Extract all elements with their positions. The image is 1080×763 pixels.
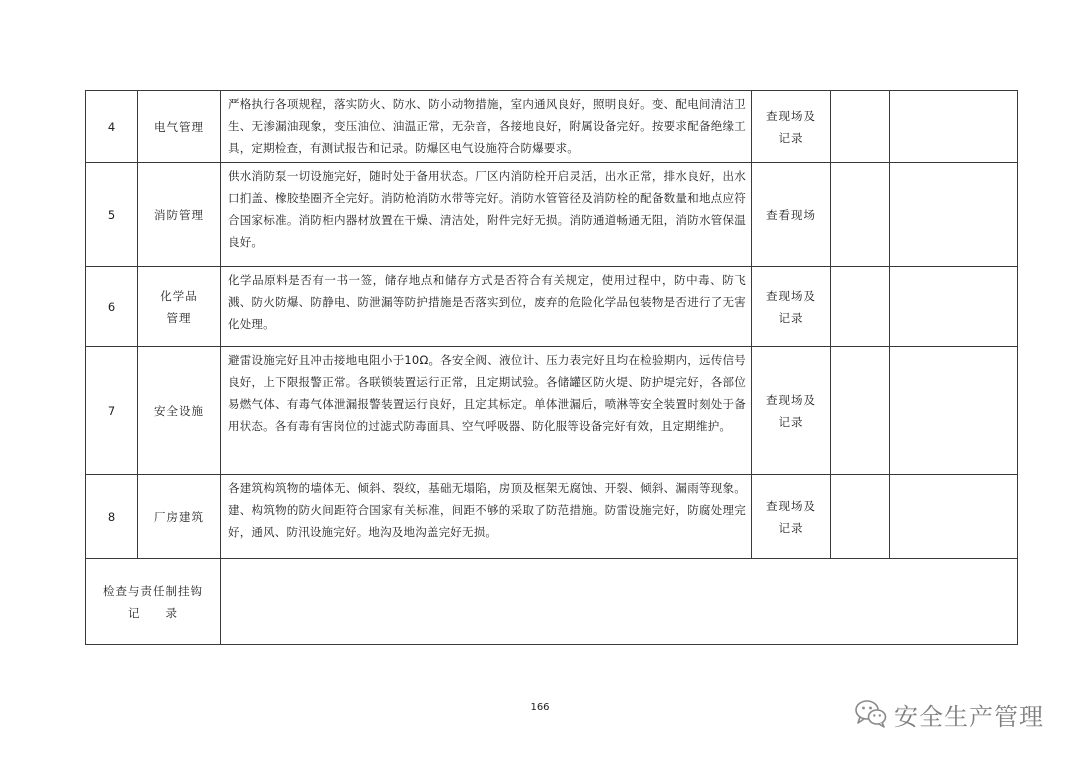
item-name-line: 化学品 <box>160 288 198 303</box>
records-label-line: 记 录 <box>128 605 178 620</box>
remarks-cell <box>890 267 1018 347</box>
row-number: 4 <box>86 91 138 163</box>
table-row <box>86 91 1018 163</box>
table-row <box>86 163 1018 267</box>
result-cell <box>831 91 890 163</box>
records-label <box>86 559 221 645</box>
item-name-line: 厂房建筑 <box>154 509 204 524</box>
row-number: 8 <box>86 475 138 559</box>
item-name <box>138 163 221 267</box>
table-row <box>86 267 1018 347</box>
remarks-cell <box>890 163 1018 267</box>
check-method-line: 记录 <box>778 520 804 535</box>
row-number: 6 <box>86 267 138 347</box>
records-content-cell <box>221 559 1018 645</box>
requirement-text: 化学品原料是否有一书一签，储存地点和储存方式是否符合有关规定，使用过程中，防中毒、防飞溅、防火防爆、防静电、防泄漏等防护措施是否落实到位，废弃的危险化学品包装物是否进行了无害化处理。 <box>221 267 752 347</box>
remarks-cell <box>890 91 1018 163</box>
requirement-text: 避雷设施完好且冲击接地电阻小于10Ω。各安全阀、液位计、压力表完好且均在检验期内，远传信号良好，上下限报警正常。各联锁装置运行正常，且定期试验。各储罐区防火堤、防护堤完好，各部位易燃气体、有毒气体泄漏报警装置运行良好，且定其标定。单体泄漏后，喷淋等安全装置时刻处于备用状态。各有毒有害岗位的过滤式防毒面具、空气呼吸器、防化服等设备完好有效，且定期维护。 <box>221 347 752 475</box>
remarks-cell <box>890 347 1018 475</box>
records-row <box>86 559 1018 645</box>
table-row <box>86 347 1018 475</box>
check-method-line: 记录 <box>778 414 804 429</box>
item-name-line: 消防管理 <box>154 207 204 222</box>
watermark-text: 安全生产管理 <box>894 703 1044 731</box>
item-name <box>138 347 221 475</box>
requirement-text: 严格执行各项规程，落实防火、防水、防小动物措施，室内通风良好，照明良好。变、配电间清洁卫生、无渗漏油现象，变压油位、油温正常，无杂音，各接地良好，附属设备完好。按要求配备绝缘工具，定期检查，有测试报告和记录。防爆区电气设施符合防爆要求。 <box>221 91 752 163</box>
result-cell <box>831 267 890 347</box>
check-method <box>752 91 831 163</box>
page-number: 166 <box>530 702 550 713</box>
wechat-watermark <box>854 697 1044 732</box>
inspection-table <box>85 90 1018 645</box>
check-method-line: 查看现场 <box>766 207 816 222</box>
check-method-line: 查现场及 <box>766 498 816 513</box>
check-method <box>752 347 831 475</box>
records-label-line: 检查与责任制挂钩 <box>103 583 203 598</box>
requirement-text: 供水消防泵一切设施完好，随时处于备用状态。厂区内消防栓开启灵活，出水正常，排水良好，出水口扪盖、橡胶垫圈齐全完好。消防枪消防水带等完好。消防水管管径及消防栓的配备数量和地点应符合国家标准。消防柜内器材放置在干燥、清洁处，附件完好无损。消防通道畅通无阻，消防水管保温良好。 <box>221 163 752 267</box>
check-method <box>752 475 831 559</box>
check-method-line: 查现场及 <box>766 288 816 303</box>
item-name <box>138 267 221 347</box>
item-name <box>138 475 221 559</box>
result-cell <box>831 475 890 559</box>
item-name-line: 安全设施 <box>154 403 204 418</box>
table-row <box>86 475 1018 559</box>
item-name-line: 电气管理 <box>154 119 204 134</box>
row-number: 7 <box>86 347 138 475</box>
row-number: 5 <box>86 163 138 267</box>
check-method-line: 查现场及 <box>766 392 816 407</box>
item-name-line: 管理 <box>166 310 192 325</box>
check-method-line: 记录 <box>778 310 804 325</box>
check-method-line: 查现场及 <box>766 108 816 123</box>
result-cell <box>831 347 890 475</box>
item-name <box>138 91 221 163</box>
requirement-text: 各建筑构筑物的墙体无、倾斜、裂纹，基础无塌陷，房顶及框架无腐蚀、开裂、倾斜、漏雨等现象。建、构筑物的防火间距符合国家有关标准，间距不够的采取了防范措施。防雷设施完好，防腐处理完好，通风、防汛设施完好。地沟及地沟盖完好无损。 <box>221 475 752 559</box>
check-method-line: 记录 <box>778 130 804 145</box>
check-method <box>752 163 831 267</box>
wechat-icon <box>854 698 888 732</box>
remarks-cell <box>890 475 1018 559</box>
result-cell <box>831 163 890 267</box>
check-method <box>752 267 831 347</box>
